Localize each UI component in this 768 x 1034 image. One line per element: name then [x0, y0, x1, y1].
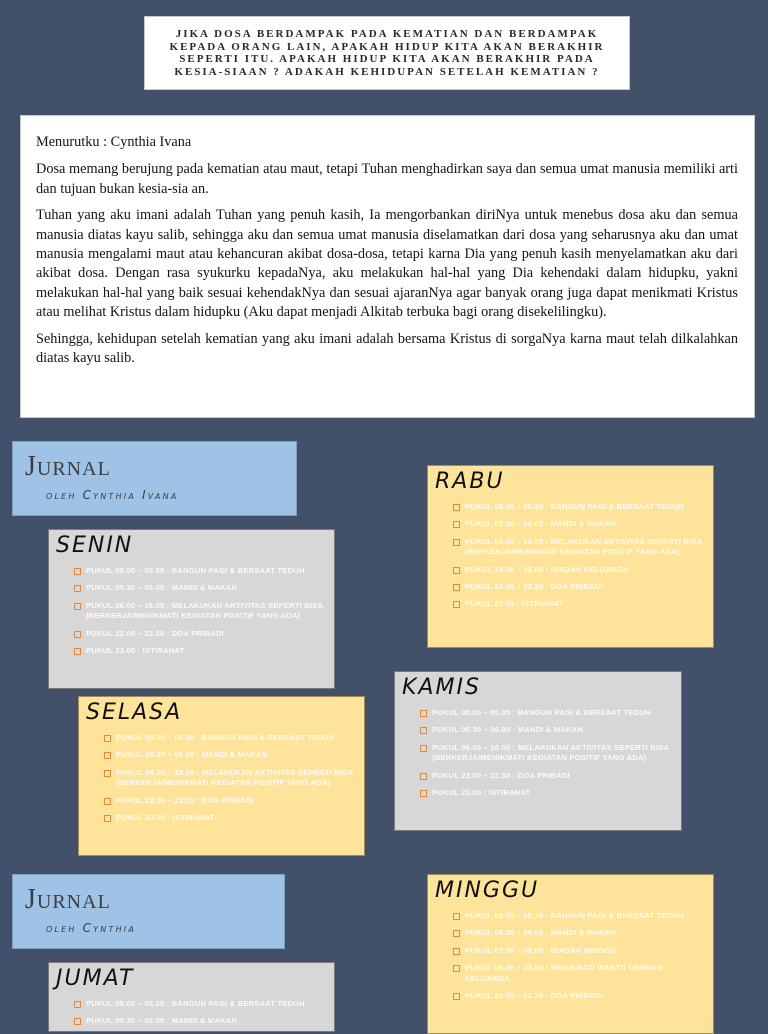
day-name: KAMIS — [402, 675, 481, 700]
schedule-item: PUKUL 23.00 : ISTIRAHAT — [104, 813, 356, 823]
schedule-item: PUKUL 22.00 – 22.30 : DOA PRIBADI — [420, 771, 673, 781]
day-name: SENIN — [56, 533, 134, 558]
day-card-kamis — [394, 671, 682, 831]
schedule-item: PUKUL 05.30 – 06.00 : MANDI & MAKAN — [453, 519, 705, 529]
answer-author: Menurutku : Cynthia Ivana — [36, 134, 192, 150]
question-title: JIKA DOSA BERDAMPAK PADA KEMATIAN DAN BERDAMPAK KEPADA ORANG LAIN, APAKAH HIDUP KITA AKAN BERAKHIR SEPERTI ITU. APAKAH HIDUP KITA AKAN BERAKHIR PADA KESIA-SIAAN ? ADAKAH KEHIDUPAN SETELAH KEMATIAN ? — [144, 16, 630, 90]
jurnal-header-1 — [12, 441, 297, 516]
answer-paragraph-1: Dosa memang berujung pada kematian atau maut, tetapi Tuhan menghadirkan saya dan semua umat manusia memiliki arti dan tujuan bukan kesia-sia an. — [36, 161, 738, 197]
schedule-item: PUKUL 05.30 – 06.00 : MANDI & MAKAN — [453, 928, 705, 938]
day-card-senin — [48, 529, 335, 689]
schedule-item: PUKUL 06.00 – 19.00 : MELAKUKAN AKTIVITAS SEPERTI BISA (BERKERJA/MENIKMATI KEGIATAN POSITIF YANG ADA) — [453, 537, 705, 558]
schedule-item: PUKUL 07.00 – 09.00 : IBADAH MINGGU — [453, 946, 705, 956]
jurnal-header-2 — [12, 874, 285, 949]
schedule-item: PUKUL 05.00 – 05.30 : BANGUN PAGI & BERSAAT TEDUH — [74, 566, 326, 576]
schedule-list — [453, 502, 705, 617]
schedule-item: PUKUL 05.00 – 05.30 : BANGUN PAGI & BERSAAT TEDUH — [74, 999, 326, 1009]
schedule-item: PUKUL 06.00 – 18.00 : MELAKUKAN AKTIVITAS SEPERTI BISA (BERKERJA/MENIKMATI KEGIATAN POSITIF YANG ADA) — [74, 601, 326, 622]
schedule-item: PUKUL 05.00 – 05.30 : BANGUN PAGI & BERSAAT TEDUH — [420, 708, 673, 718]
schedule-item: PUKUL 23.00 : ISTIRAHAT — [453, 599, 705, 609]
jurnal-subtitle: oleh Cynthia — [46, 921, 137, 935]
schedule-item: PUKUL 06.00 – 18.00 : MELAKUKAN AKTIVITAS SEPERTI BISA (BERKERJA/MENIKMATI KEGIATAN POSITIF YANG ADA) — [420, 743, 673, 764]
day-card-jumat — [48, 962, 335, 1032]
schedule-item: PUKUL 05.30 – 06.00 : MANDI & MAKAN — [420, 725, 673, 735]
schedule-item: PUKUL 05.00 – 05.30 : BANGUN PAGI & BERSAAT TEDUH — [453, 502, 705, 512]
schedule-item: PUKUL 22.00 – 22.30 : DOA PRIBADI — [74, 629, 326, 639]
day-card-minggu — [427, 874, 714, 1034]
jurnal-title: Jurnal — [25, 884, 111, 915]
schedule-item: PUKUL 22.00 – 22.30 : DOA PRIBADI — [453, 991, 705, 1001]
answer-paragraph-3: Sehingga, kehidupan setelah kematian yang aku imani adalah bersama Kristus di sorgaNya karna maut telah dilkalahkan diatas kayu salib. — [36, 330, 738, 367]
day-name: RABU — [435, 469, 505, 494]
schedule-item: PUKUL 09.00 – 22.00 : MENIKMATI WAKTU DENGAN KELUARGA — [453, 963, 705, 984]
schedule-item: PUKUL 05.00 – 05.30 : BANGUN PAGI & BERSAAT TEDUH — [453, 911, 705, 921]
schedule-item: PUKUL 06.00 – 18.00 : MELAKUKAN AKTIVITAS SEPERTI BISA (BERKERJA/MENIKMATI KEGIATAN POSITIF YANG ADA) — [104, 768, 356, 789]
day-name: JUMAT — [56, 966, 135, 991]
schedule-item: PUKUL 05.30 – 06.00 : MANDI & MAKAN — [74, 583, 326, 593]
schedule-item: PUKUL 05.00 – 05.30 : BANGUN PAGI & BERSAAT TEDUH — [104, 733, 356, 743]
day-card-selasa — [78, 696, 365, 856]
day-card-rabu — [427, 465, 714, 648]
schedule-list — [74, 566, 326, 663]
answer-box — [20, 115, 755, 418]
schedule-item: PUKUL 19.00 – 22.00 : IBADAH KELUARGA — [453, 565, 705, 575]
jurnal-subtitle: oleh Cynthia Ivana — [46, 488, 179, 502]
schedule-item: PUKUL 22.00 – 22.30 : DOA PRIBADI — [453, 582, 705, 592]
day-name: MINGGU — [435, 878, 540, 903]
schedule-item: PUKUL 22.00 – 22.30 : DOA PRIBADI — [104, 796, 356, 806]
schedule-list — [74, 999, 326, 1034]
schedule-list — [453, 911, 705, 1008]
schedule-item: PUKUL 23.00 : ISTIRAHAT — [74, 646, 326, 656]
day-name: SELASA — [86, 700, 183, 725]
jurnal-title: Jurnal — [25, 451, 111, 482]
schedule-item: PUKUL 23.00 : ISTIRAHAT — [420, 788, 673, 798]
schedule-list — [420, 708, 673, 805]
answer-paragraph-2: Tuhan yang aku imani adalah Tuhan yang penuh kasih, Ia mengorbankan diriNya untuk menebus dosa aku dan semua manusia diatas kayu salib, sehingga aku dan semua umat manusia diselamatkan dari dosa yang seharusnya aku dan umat manusia mengalami maut atau kehancuran akibat dosa-dosa, tetapi karna Dia yang penuh kasih menyelamatkan aku dari akibat dosa. Dengan rasa syukurku kepadaNya, aku melakukan hal-hal yang Dia kehendaki dalam hidupku, yakni melakukan hal-hal yang baik sesuai kehendakNya dan sesuai ajaranNya agar banyak orang juga dapat menikmati Kristus atau melihat Kristus dalam hidupku (Aku dapat menjadi Alkitab terbuka bagi orang disekelilingku). — [36, 207, 738, 321]
schedule-item: PUKUL 05.30 – 06.00 : MANDI & MAKAN — [104, 750, 356, 760]
schedule-list — [104, 733, 356, 830]
schedule-item: PUKUL 05.30 – 06.00 : MANDI & MAKAN — [74, 1016, 326, 1026]
